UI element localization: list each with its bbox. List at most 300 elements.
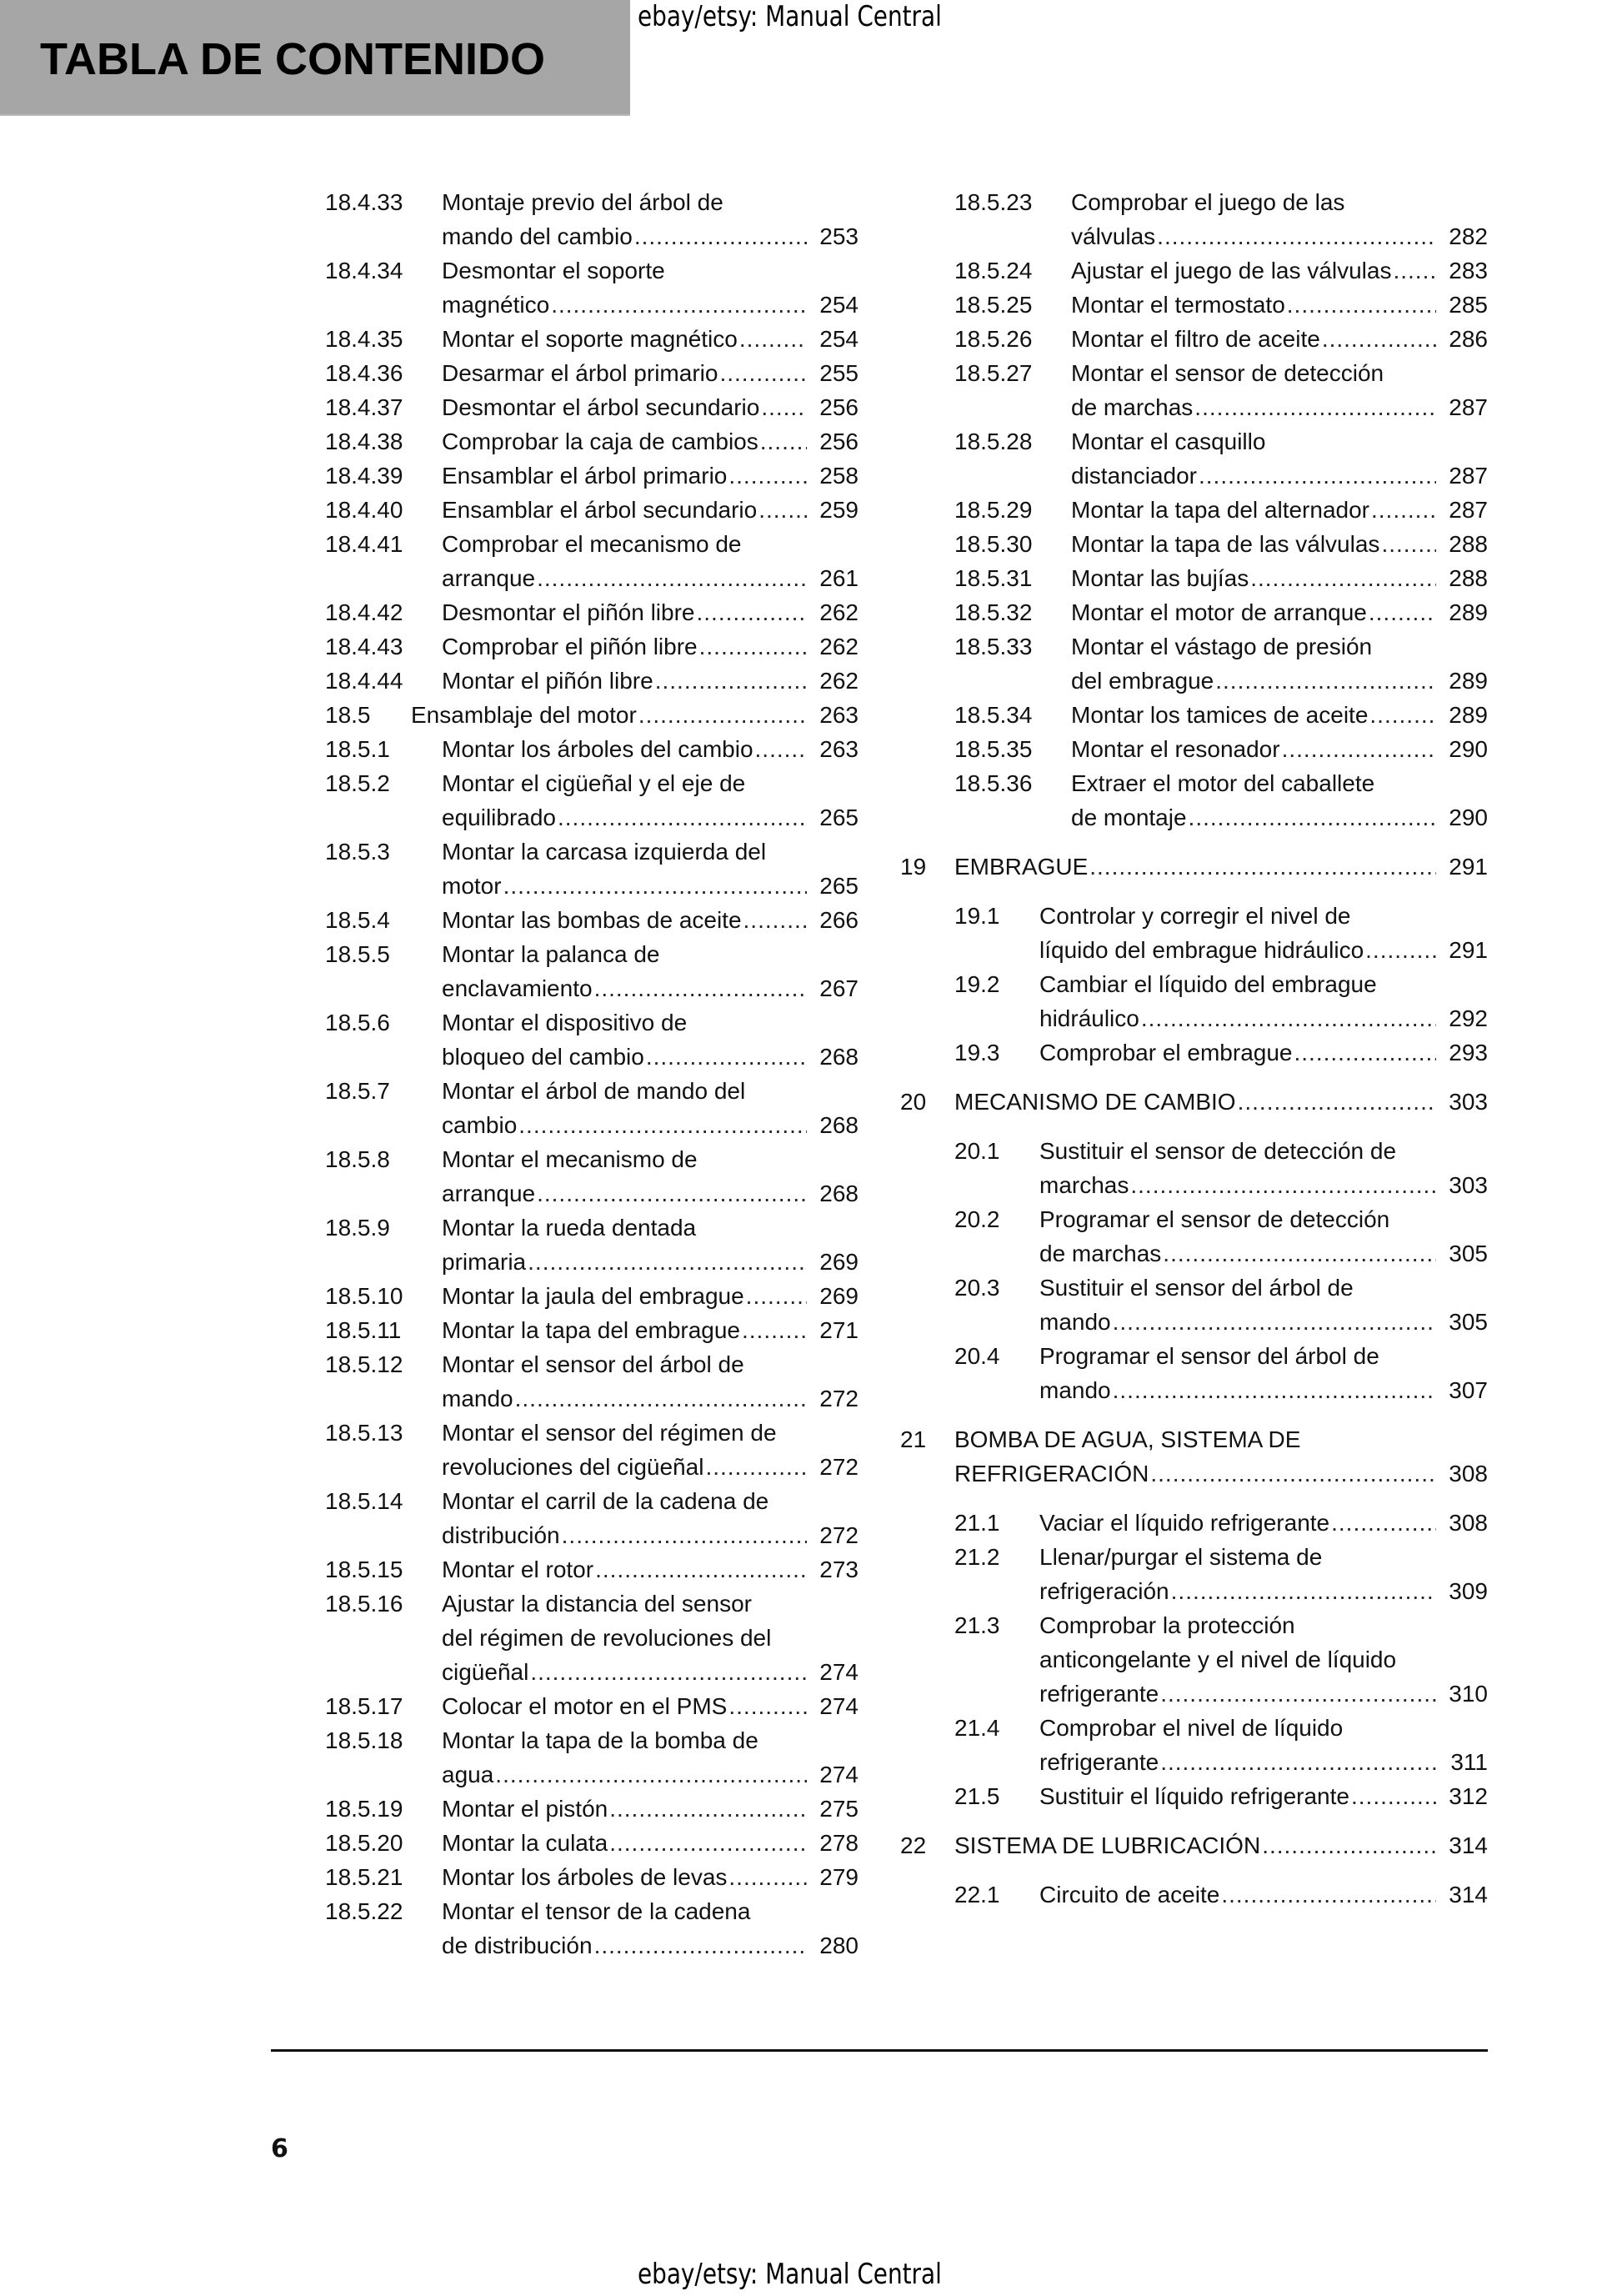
- dot-leader: [1365, 933, 1436, 967]
- toc-entry[interactable]: [325, 459, 859, 493]
- toc-entry[interactable]: [325, 1587, 859, 1689]
- toc-entry-page: 272: [819, 1522, 859, 1548]
- toc-entry-title: motor: [442, 873, 502, 899]
- toc-entry[interactable]: [325, 253, 859, 322]
- toc-entry[interactable]: [900, 1877, 1488, 1912]
- toc-entry[interactable]: [325, 322, 859, 356]
- toc-entry-number: 18.4.44: [325, 668, 403, 694]
- dot-leader: [761, 390, 807, 424]
- dot-leader: [719, 356, 807, 390]
- toc-entry[interactable]: [900, 561, 1488, 595]
- toc-entry-title: cambio: [442, 1112, 518, 1138]
- toc-entry-title: Montar los tamices de aceite: [1071, 702, 1369, 728]
- toc-entry-title: Montar el dispositivo de: [442, 1010, 688, 1035]
- toc-entry[interactable]: [325, 1860, 859, 1894]
- toc-entry-title: arranque: [442, 565, 536, 591]
- toc-entry-number: 18.4.37: [325, 394, 403, 420]
- toc-entry-number: 19.3: [954, 1040, 1000, 1065]
- toc-entry-title: Programar el sensor de detección: [1039, 1206, 1390, 1232]
- toc-entry[interactable]: [325, 732, 859, 766]
- toc-entry[interactable]: [325, 424, 859, 459]
- toc-entry-number: 21.4: [954, 1715, 1000, 1741]
- toc-entry-page: 291: [1449, 854, 1488, 880]
- toc-entry-number: 18.5.2: [325, 770, 390, 796]
- toc-entry-title: Desmontar el soporte: [442, 258, 665, 283]
- toc-entry-title: de marchas: [1071, 394, 1194, 420]
- dot-leader: [1294, 1035, 1437, 1070]
- toc-entry-title: Montar la tapa del embrague: [442, 1317, 740, 1343]
- dot-leader: [537, 561, 807, 595]
- toc-entry-title: Montar la carcasa izquierda del: [442, 839, 767, 865]
- toc-entry-title: Montar la tapa del alternador: [1071, 497, 1369, 523]
- toc-entry-page: 288: [1449, 565, 1488, 591]
- toc-entry-title: Montar el resonador: [1071, 736, 1280, 762]
- dot-leader: [503, 869, 807, 903]
- toc-entry-number: 18.5.3: [325, 839, 390, 865]
- toc-entry-page: 292: [1449, 1005, 1488, 1031]
- toc-entry[interactable]: [325, 185, 859, 253]
- dot-leader: [1171, 1574, 1436, 1608]
- toc-entry-number: 18.5.17: [325, 1693, 403, 1719]
- toc-entry[interactable]: [900, 732, 1488, 766]
- header-banner: [0, 0, 630, 116]
- toc-entry-number: 18.5.16: [325, 1591, 403, 1617]
- dot-leader: [1160, 1677, 1436, 1711]
- toc-entry-number: 18.4.34: [325, 258, 403, 283]
- toc-entry[interactable]: [325, 1484, 859, 1552]
- toc-entry-title: Montar la palanca de: [442, 941, 660, 967]
- toc-entry-page: 262: [819, 668, 859, 694]
- toc-entry-title: marchas: [1039, 1172, 1129, 1198]
- toc-entry-number: 20.2: [954, 1206, 1000, 1232]
- toc-entry-number: 18.5.31: [954, 565, 1033, 591]
- toc-entry-page: 259: [819, 497, 859, 523]
- dot-leader: [518, 1108, 807, 1142]
- toc-entry[interactable]: [325, 1723, 859, 1792]
- toc-entry-page: 269: [819, 1249, 859, 1275]
- toc-entry-number: 18.5.36: [954, 770, 1033, 796]
- toc-entry-title: Montar el casquillo: [1071, 429, 1266, 454]
- toc-entry-page: 273: [819, 1557, 859, 1582]
- toc-entry-page: 311: [1450, 1749, 1488, 1775]
- toc-entry-number: 19: [900, 854, 927, 880]
- page-title: TABLA DE CONTENIDO: [40, 34, 545, 84]
- toc-entry[interactable]: [900, 967, 1488, 1035]
- toc-entry-title: Colocar el motor en el PMS: [442, 1693, 728, 1719]
- toc-entry-page: 271: [819, 1317, 859, 1343]
- toc-entry-page: 269: [819, 1283, 859, 1309]
- toc-entry-title: Montar los árboles de levas: [442, 1864, 728, 1890]
- toc-entry[interactable]: [325, 527, 859, 595]
- dot-leader: [1393, 253, 1436, 288]
- toc-entry[interactable]: [900, 1608, 1488, 1711]
- toc-entry-title: Montar el vástago de presión: [1071, 634, 1373, 659]
- dot-leader: [1215, 664, 1436, 698]
- toc-entry-title: bloqueo del cambio: [442, 1044, 644, 1070]
- toc-entry-number: 18.5.20: [325, 1830, 403, 1856]
- dot-leader: [743, 903, 807, 937]
- toc-entry-title: Llenar/purgar el sistema de: [1039, 1544, 1323, 1570]
- toc-entry-number: 18.5.21: [325, 1864, 403, 1890]
- toc-entry-title: anticongelante y el nivel de líquido: [1039, 1647, 1397, 1672]
- toc-entry-page: 305: [1449, 1309, 1488, 1335]
- toc-entry-page: 254: [819, 292, 859, 318]
- toc-entry-number: 18.5.4: [325, 907, 390, 933]
- toc-entry-number: 18.5.6: [325, 1010, 390, 1035]
- toc-entry[interactable]: [325, 356, 859, 390]
- toc-entry-title: Montar la culata: [442, 1830, 608, 1856]
- toc-entry-title: Comprobar la protección: [1039, 1612, 1295, 1638]
- dot-leader: [609, 1826, 807, 1860]
- dot-leader: [1130, 1168, 1436, 1202]
- toc-entry-title: Montar el motor de arranque: [1071, 599, 1367, 625]
- toc-entry-number: 18.5.33: [954, 634, 1033, 659]
- toc-entry-title: Montar el sensor de detección: [1071, 360, 1384, 386]
- toc-entry[interactable]: [900, 1711, 1488, 1779]
- toc-entry-number: 18.5.30: [954, 531, 1033, 557]
- toc-entry-title: Controlar y corregir el nivel de: [1039, 903, 1351, 929]
- dot-leader: [1141, 1001, 1436, 1035]
- toc-entry-title: enclavamiento: [442, 975, 593, 1001]
- toc-entry-page: 308: [1449, 1510, 1488, 1536]
- toc-entry[interactable]: [900, 629, 1488, 698]
- toc-entry-title: Vaciar el líquido refrigerante: [1039, 1510, 1330, 1536]
- toc-entry[interactable]: [325, 1552, 859, 1587]
- dot-leader: [1331, 1506, 1436, 1540]
- toc-entry[interactable]: [900, 288, 1488, 322]
- toc-entry-page: 287: [1449, 463, 1488, 489]
- toc-entry-title: agua: [442, 1762, 494, 1787]
- toc-entry-page: 262: [819, 599, 859, 625]
- toc-entry[interactable]: [325, 835, 859, 903]
- toc-entry[interactable]: [900, 1339, 1488, 1407]
- dot-leader: [728, 459, 807, 493]
- toc-entry-title: líquido del embrague hidráulico: [1039, 937, 1364, 963]
- toc-entry[interactable]: [325, 1142, 859, 1211]
- dot-leader: [495, 1757, 807, 1792]
- dot-leader: [634, 219, 807, 253]
- toc-entry-title: mando: [1039, 1309, 1111, 1335]
- toc-entry[interactable]: [900, 766, 1488, 835]
- dot-leader: [655, 664, 807, 698]
- toc-entry-title: revoluciones del cigüeñal: [442, 1454, 704, 1480]
- toc-entry[interactable]: [900, 424, 1488, 493]
- toc-entry-title: Montaje previo del árbol de: [442, 189, 723, 215]
- toc-entry-page: 285: [1449, 292, 1488, 318]
- toc-entry[interactable]: [900, 1035, 1488, 1070]
- toc-entry-page: 287: [1449, 394, 1488, 420]
- dot-leader: [728, 1689, 807, 1723]
- toc-entry-title: distanciador: [1071, 463, 1197, 489]
- toc-entry-page: 312: [1449, 1783, 1488, 1809]
- toc-entry-title: de montaje: [1071, 805, 1187, 830]
- toc-entry-page: 262: [819, 634, 859, 659]
- toc-entry[interactable]: [900, 356, 1488, 424]
- toc-entry-number: 18.5.29: [954, 497, 1033, 523]
- toc-entry-number: 18.5.9: [325, 1215, 390, 1241]
- toc-entry-title: del embrague: [1071, 668, 1214, 694]
- toc-entry-title: Montar el termostato: [1071, 292, 1285, 318]
- toc-entry-page: 258: [819, 463, 859, 489]
- toc-entry-title: Comprobar el piñón libre: [442, 634, 698, 659]
- toc-entry-title: Desmontar el piñón libre: [442, 599, 695, 625]
- toc-entry[interactable]: [325, 1347, 859, 1416]
- toc-entry-number: 18.4.36: [325, 360, 403, 386]
- toc-entry-number: 18.5.32: [954, 599, 1033, 625]
- toc-entry-page: 274: [819, 1659, 859, 1685]
- dot-leader: [1189, 800, 1436, 835]
- toc-entry[interactable]: [325, 390, 859, 424]
- toc-entry-page: 265: [819, 873, 859, 899]
- toc-entry-title: Montar la jaula del embrague: [442, 1283, 744, 1309]
- toc-entry-title: Montar el árbol de mando del: [442, 1078, 746, 1104]
- dot-leader: [758, 493, 807, 527]
- toc-entry-title: Montar los árboles del cambio: [442, 736, 753, 762]
- toc-right-column: [900, 185, 1488, 1912]
- toc-entry[interactable]: [325, 664, 859, 698]
- toc-entry-number: 18.4.33: [325, 189, 403, 215]
- dot-leader: [1221, 1877, 1436, 1912]
- dot-leader: [1371, 493, 1436, 527]
- toc-entry[interactable]: [325, 1416, 859, 1484]
- toc-entry[interactable]: [900, 1540, 1488, 1608]
- toc-entry-title: Montar la rueda dentada: [442, 1215, 697, 1241]
- toc-entry-title: Montar el mecanismo de: [442, 1146, 698, 1172]
- toc-entry-number: 18.5.27: [954, 360, 1033, 386]
- toc-entry-page: 314: [1449, 1882, 1488, 1907]
- toc-entry[interactable]: [325, 1074, 859, 1142]
- toc-entry[interactable]: [325, 698, 859, 732]
- dot-leader: [646, 1040, 807, 1074]
- toc-entry[interactable]: [325, 1689, 859, 1723]
- dot-leader: [739, 322, 807, 356]
- toc-left-column: [325, 185, 859, 1963]
- toc-entry-number: 18.5.13: [325, 1420, 403, 1446]
- dot-leader: [1199, 459, 1436, 493]
- toc-entry[interactable]: [325, 937, 859, 1005]
- toc-entry-number: 18.5: [325, 702, 371, 728]
- toc-entry-title: arranque: [442, 1181, 536, 1206]
- toc-entry-title: Circuito de aceite: [1039, 1882, 1220, 1907]
- toc-entry[interactable]: [325, 493, 859, 527]
- toc-entry-title: cigüeñal: [442, 1659, 529, 1685]
- dot-leader: [1163, 1236, 1436, 1271]
- toc-entry[interactable]: [900, 1085, 1488, 1119]
- toc-entry-number: 18.5.23: [954, 189, 1033, 215]
- dot-leader: [1157, 219, 1436, 253]
- toc-entry-title: mando: [1039, 1377, 1111, 1403]
- toc-entry[interactable]: [900, 1134, 1488, 1202]
- toc-entry-title: Montar la tapa de las válvulas: [1071, 531, 1380, 557]
- toc-entry[interactable]: [325, 1211, 859, 1279]
- toc-entry-page: 268: [819, 1181, 859, 1206]
- toc-entry[interactable]: [900, 1271, 1488, 1339]
- toc-entry[interactable]: [900, 595, 1488, 629]
- dot-leader: [705, 1450, 807, 1484]
- toc-entry-page: 263: [819, 736, 859, 762]
- toc-entry[interactable]: [325, 629, 859, 664]
- toc-entry-page: 256: [819, 394, 859, 420]
- toc-entry-title: BOMBA DE AGUA, SISTEMA DE: [954, 1426, 1301, 1452]
- toc-entry-title: de marchas: [1039, 1241, 1162, 1266]
- toc-entry-page: 289: [1449, 599, 1488, 625]
- dot-leader: [742, 1313, 807, 1347]
- dot-leader: [1369, 698, 1436, 732]
- toc-entry[interactable]: [900, 850, 1488, 884]
- toc-entry-page: 293: [1449, 1040, 1488, 1065]
- toc-entry-number: 19.2: [954, 971, 1000, 997]
- toc-entry-page: 272: [819, 1386, 859, 1411]
- toc-entry[interactable]: [900, 1202, 1488, 1271]
- toc-entry[interactable]: [325, 903, 859, 937]
- toc-entry-title: EMBRAGUE: [954, 854, 1089, 880]
- dot-leader: [528, 1245, 807, 1279]
- toc-entry-number: 18.5.22: [325, 1898, 403, 1924]
- toc-entry-number: 21.1: [954, 1510, 1000, 1536]
- toc-entry[interactable]: [900, 322, 1488, 356]
- dot-leader: [594, 1928, 807, 1963]
- toc-entry-number: 22.1: [954, 1882, 1000, 1907]
- toc-entry-title: Montar el piñón libre: [442, 668, 653, 694]
- toc-entry-title: Comprobar el juego de las: [1071, 189, 1345, 215]
- toc-entry-page: 308: [1449, 1461, 1488, 1486]
- toc-entry-page: 305: [1449, 1241, 1488, 1266]
- toc-entry-page: 288: [1449, 531, 1488, 557]
- dot-leader: [699, 629, 807, 664]
- toc-entry-number: 18.5.19: [325, 1796, 403, 1822]
- toc-entry-page: 261: [819, 565, 859, 591]
- toc-entry-title: Montar el pistón: [442, 1796, 608, 1822]
- dot-leader: [530, 1655, 807, 1689]
- toc-entry-number: 18.4.40: [325, 497, 403, 523]
- toc-entry-number: 21: [900, 1426, 927, 1452]
- toc-entry-page: 314: [1449, 1832, 1488, 1858]
- toc-entry-title: Montar la tapa de la bomba de: [442, 1727, 758, 1753]
- dot-leader: [1322, 322, 1436, 356]
- toc-entry[interactable]: [325, 1005, 859, 1074]
- dot-leader: [638, 698, 807, 732]
- toc-entry-page: 254: [819, 326, 859, 352]
- dot-leader: [1250, 561, 1436, 595]
- toc-entry-number: 18.5.26: [954, 326, 1033, 352]
- toc-entry-number: 18.4.42: [325, 599, 403, 625]
- toc-entry[interactable]: [325, 1894, 859, 1963]
- toc-entry[interactable]: [325, 1279, 859, 1313]
- toc-entry[interactable]: [900, 253, 1488, 288]
- toc-entry-number: 18.4.41: [325, 531, 403, 557]
- toc-entry[interactable]: [900, 527, 1488, 561]
- toc-entry-number: 20: [900, 1089, 927, 1115]
- toc-entry-number: 18.5.35: [954, 736, 1033, 762]
- toc-entry-page: 303: [1449, 1089, 1488, 1115]
- toc-entry-page: 267: [819, 975, 859, 1001]
- toc-entry-number: 18.5.24: [954, 258, 1033, 283]
- dot-leader: [1262, 1828, 1436, 1862]
- toc-entry-title: Ajustar el juego de las válvulas: [1071, 258, 1392, 283]
- dot-leader: [728, 1860, 807, 1894]
- toc-entry-page: 289: [1449, 702, 1488, 728]
- toc-entry-number: 20.3: [954, 1275, 1000, 1301]
- toc-entry-title: Montar el cigüeñal y el eje de: [442, 770, 746, 796]
- toc-entry-number: 18.4.43: [325, 634, 403, 659]
- dot-leader: [594, 971, 807, 1005]
- toc-entry-title: Montar el tensor de la cadena: [442, 1898, 751, 1924]
- toc-entry-title: de distribución: [442, 1933, 593, 1958]
- toc-entry-title: Comprobar el embrague: [1039, 1040, 1293, 1065]
- toc-entry-title: Montar el carril de la cadena de: [442, 1488, 769, 1514]
- toc-entry-number: 18.5.14: [325, 1488, 403, 1514]
- toc-entry-title: Montar el sensor del árbol de: [442, 1351, 744, 1377]
- toc-entry-number: 19.1: [954, 903, 1000, 929]
- dot-leader: [551, 288, 807, 322]
- toc-entry-title: Extraer el motor del caballete: [1071, 770, 1375, 796]
- toc-entry-number: 18.5.18: [325, 1727, 403, 1753]
- toc-entry-number: 18.5.28: [954, 429, 1033, 454]
- toc-entry-title: Programar el sensor del árbol de: [1039, 1343, 1379, 1369]
- toc-entry-page: 289: [1449, 668, 1488, 694]
- toc-entry-page: 274: [819, 1693, 859, 1719]
- toc-entry[interactable]: [900, 698, 1488, 732]
- toc-entry-page: 290: [1449, 805, 1488, 830]
- toc-entry[interactable]: [325, 766, 859, 835]
- toc-entry-page: 265: [819, 805, 859, 830]
- toc-entry-number: 18.4.38: [325, 429, 403, 454]
- dot-leader: [1113, 1373, 1436, 1407]
- toc-entry-title: hidráulico: [1039, 1005, 1139, 1031]
- toc-entry-title: Comprobar la caja de cambios: [442, 429, 758, 454]
- toc-entry-number: 18.4.35: [325, 326, 403, 352]
- toc-entry-page: 280: [819, 1933, 859, 1958]
- toc-entry[interactable]: [325, 1792, 859, 1826]
- toc-entry[interactable]: [900, 185, 1488, 253]
- toc-entry[interactable]: [900, 1779, 1488, 1813]
- toc-entry-number: 20.4: [954, 1343, 1000, 1369]
- toc-entry-title: Ensamblaje del motor: [411, 702, 637, 728]
- toc-entry[interactable]: [325, 1826, 859, 1860]
- toc-entry[interactable]: [900, 1422, 1488, 1491]
- toc-entry-page: 275: [819, 1796, 859, 1822]
- toc-entry-number: 18.5.1: [325, 736, 390, 762]
- toc-entry-page: 268: [819, 1044, 859, 1070]
- dot-leader: [595, 1552, 807, 1587]
- toc-entry-page: 290: [1449, 736, 1488, 762]
- toc-entry-title: refrigerante: [1039, 1681, 1159, 1707]
- toc-entry[interactable]: [325, 595, 859, 629]
- toc-entry-number: 18.5.15: [325, 1557, 403, 1582]
- dot-leader: [755, 732, 807, 766]
- toc-entry-title: refrigerante: [1039, 1749, 1159, 1775]
- toc-entry-title: Desarmar el árbol primario: [442, 360, 718, 386]
- toc-entry-page: 283: [1449, 258, 1488, 283]
- toc-entry-title: Montar las bombas de aceite: [442, 907, 742, 933]
- toc-entry-title: equilibrado: [442, 805, 556, 830]
- dot-leader: [1238, 1085, 1436, 1119]
- toc-entry[interactable]: [325, 1313, 859, 1347]
- toc-entry[interactable]: [900, 1506, 1488, 1540]
- toc-entry-page: 266: [819, 907, 859, 933]
- toc-entry[interactable]: [900, 493, 1488, 527]
- toc-entry-page: 255: [819, 360, 859, 386]
- dot-leader: [1150, 1456, 1436, 1491]
- toc-entry-page: 307: [1449, 1377, 1488, 1403]
- toc-entry[interactable]: [900, 1828, 1488, 1862]
- toc-entry-title: mando: [442, 1386, 513, 1411]
- toc-entry-title: distribución: [442, 1522, 560, 1548]
- toc-entry-number: 18.5.8: [325, 1146, 390, 1172]
- toc-entry[interactable]: [900, 899, 1488, 967]
- toc-entry-title: Ensamblar el árbol primario: [442, 463, 728, 489]
- toc-entry-page: 303: [1449, 1172, 1488, 1198]
